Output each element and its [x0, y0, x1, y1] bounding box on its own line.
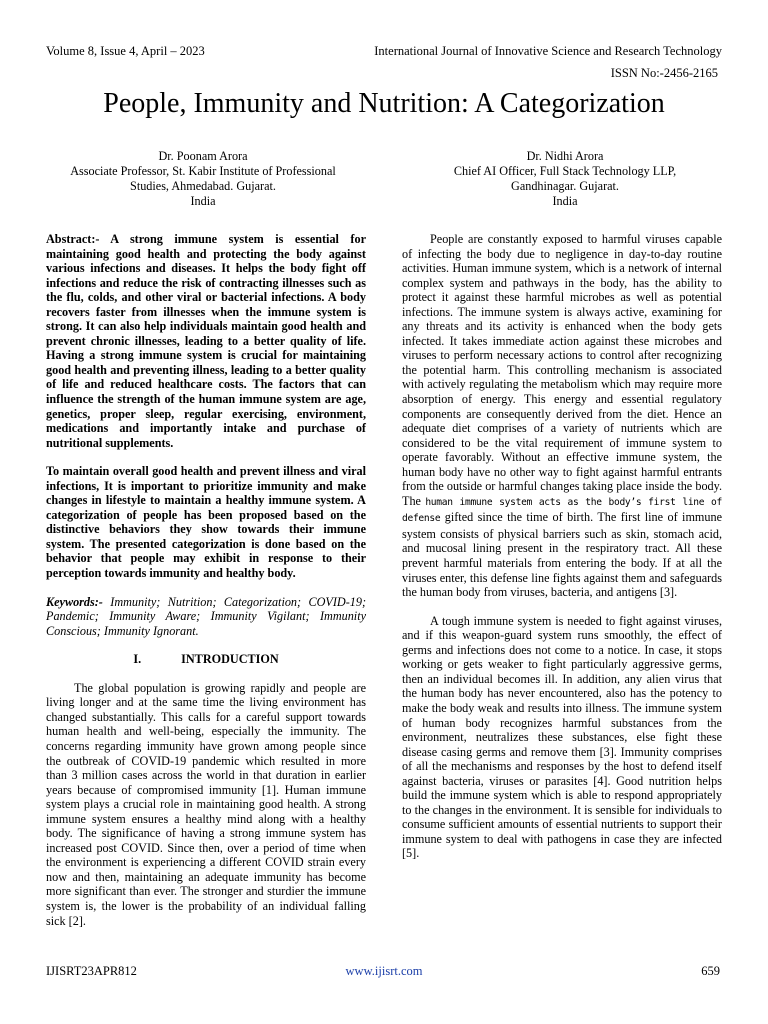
journal-name: International Journal of Innovative Science and Research Technology [374, 44, 722, 58]
author-2-location: Gandhinagar. Gujarat. [511, 179, 619, 193]
body-paragraph-1 [402, 232, 722, 600]
keywords [46, 595, 366, 639]
intro-paragraph: The global population is growing rapidly and people are living longer and at the same time the living environment has changed substantially. This calls for a careful support towards human health and well-being, especially the immunity. The concerns regarding immunity have grown among people since the outbreak of COVID-19 pandemic which resulted in more than 3 million cases across the world in that duration in earlier years because of compromised immunity [1]. Human immune system plays a crucial role in maintaining good health. A strong immune system ensures a healthy mind along with a healthy body. The significance of having a strong immune system has increased post COVID. Since then, over a period of time when the environment is experiencing a different COVID strain every now and then, maintaining an adequate immunity has become more significant than ever. The stronger and sturdier the immune system is, the lower is the probability of an individual falling sick [2]. [46, 680, 366, 928]
author-1-location: Studies, Ahmedabad. Gujarat. [130, 179, 276, 193]
section-title: INTRODUCTION [181, 652, 279, 667]
body-paragraph-1-mono-text: human immune system acts as the body’s first line of defense [402, 496, 723, 525]
author-2-country: India [552, 194, 578, 208]
author-2-affiliation: Chief AI Officer, Full Stack Technology LLP, [453, 164, 677, 178]
left-column [46, 232, 366, 928]
keywords-label: Keywords:- [46, 594, 103, 609]
journal-url-link[interactable]: www.ijisrt.com [345, 964, 423, 978]
author-1-country: India [190, 194, 216, 208]
body-paragraph-2: A tough immune system is needed to fight against viruses, and if this weapon-guard system runs smoothly, the effect of germs and infections does not come to a notice. In case, it stops working or gets weaker to fight particularly aggressive germs, then an individual becomes ill. In addition, any alien virus that the human body has never encountered, also has the potency to make the body weak and results into illness. The immune system of human body recognizes harmful substances from the environment, neutralizes these substances, else fight these disease casing germs and remove them [3]. Immunity comprises of all the mechanisms and responses by the host to defend itself against bacteria, viruses or parasites [4]. Good nutrition helps build the immune system which is able to respond appropriately to the changes in the environment. It is sensible for individuals to consume sufficient amounts of essential nutrients to support their immune system to deal with pathogens in case they are infected [5]. [402, 613, 722, 861]
abstract-paragraph-1: Abstract:- A strong immune system is essential for maintaining good health and protecting the body against various infections and diseases. It helps the body fight off infections and reduce the risk of contracting illnesses such as the flu, colds, and other viral or bacterial infections. A body recovers faster from illnesses when the immune system is strong. It can also help individuals maintain good health and prevent chronic illnesses, leading to a better quality of life. Having a strong immune system is crucial for maintaining good health and preventing illness, leading to a better quality of life and reduced healthcare costs. The factors that can influence the strength of the human immune system are age, genetics, proper sleep, regular exercising, environment, medications and importantly intake and purchase of nutritional supplements. [46, 232, 366, 450]
paper-title: People, Immunity and Nutrition: A Categorization [103, 88, 665, 119]
body-paragraph-1-text-b: gifted since the time of birth. The first line of immune system consists of physical barriers such as skin, stomach acid, and mucosal lining present in the respiratory tract. All these prevent harmful materials from entering the body. If at all the viruses enter, this defense line fights against them and safeguards the human body from viruses, bacteria, and antigens [3]. [402, 510, 722, 600]
page-number: 659 [701, 964, 720, 978]
author-2 [410, 149, 720, 209]
author-1-affiliation: Associate Professor, St. Kabir Institute of Professional [70, 164, 336, 178]
body-paragraph-1-text-a: People are constantly exposed to harmful viruses capable of infecting the body due to negligence in day-to-day routine activities. Human immune system, which is a network of internal complex system and pathways in the body, has the ability to protect it against these harmful microbes as well as potential infections. The immune system is always active, examining for any threats and its activity is enhanced when the body gets infected. It takes immediate action against these microbes and viruses to perform necessary actions to control after recognizing the potential harm. This controlling mechanism is associated with actively regulating the metabolism which may require more absorption of energy. This energy and essential regulatory components are consequently derived from the diet. Hence an adequate diet comprises of a variety of nutrients which are considered to be the vital requirement of immune system to operate favorably. Without an effective immune system, the human body have no other way to fight against harmful entrants from the outside or harmful changes taking place inside the body. The [402, 232, 722, 508]
author-1-name: Dr. Poonam Arora [158, 149, 248, 163]
author-1 [48, 149, 358, 209]
author-2-name: Dr. Nidhi Arora [526, 149, 604, 163]
volume-issue: Volume 8, Issue 4, April – 2023 [46, 44, 205, 58]
section-heading [46, 652, 366, 667]
issn: ISSN No:-2456-2165 [610, 66, 718, 80]
keywords-text: Immunity; Nutrition; Categorization; COVID-19; Pandemic; Immunity Aware; Immunity Vigilant; Immunity Conscious; Immunity Ignorant. [46, 594, 366, 638]
paper-id: IJISRT23APR812 [46, 964, 137, 978]
abstract-paragraph-2: To maintain overall good health and prevent illness and viral infections, It is important to prioritize immunity and make changes in lifestyle to maintain a healthy immune system. A categorization of people has been proposed based on the distinctive behaviors they show towards their immune system. The presented categorization is done based on the behavior that people may exhibit in response to their perception towards immunity and healthy body. [46, 464, 366, 581]
section-number: I. [133, 652, 142, 667]
right-column [402, 232, 722, 861]
